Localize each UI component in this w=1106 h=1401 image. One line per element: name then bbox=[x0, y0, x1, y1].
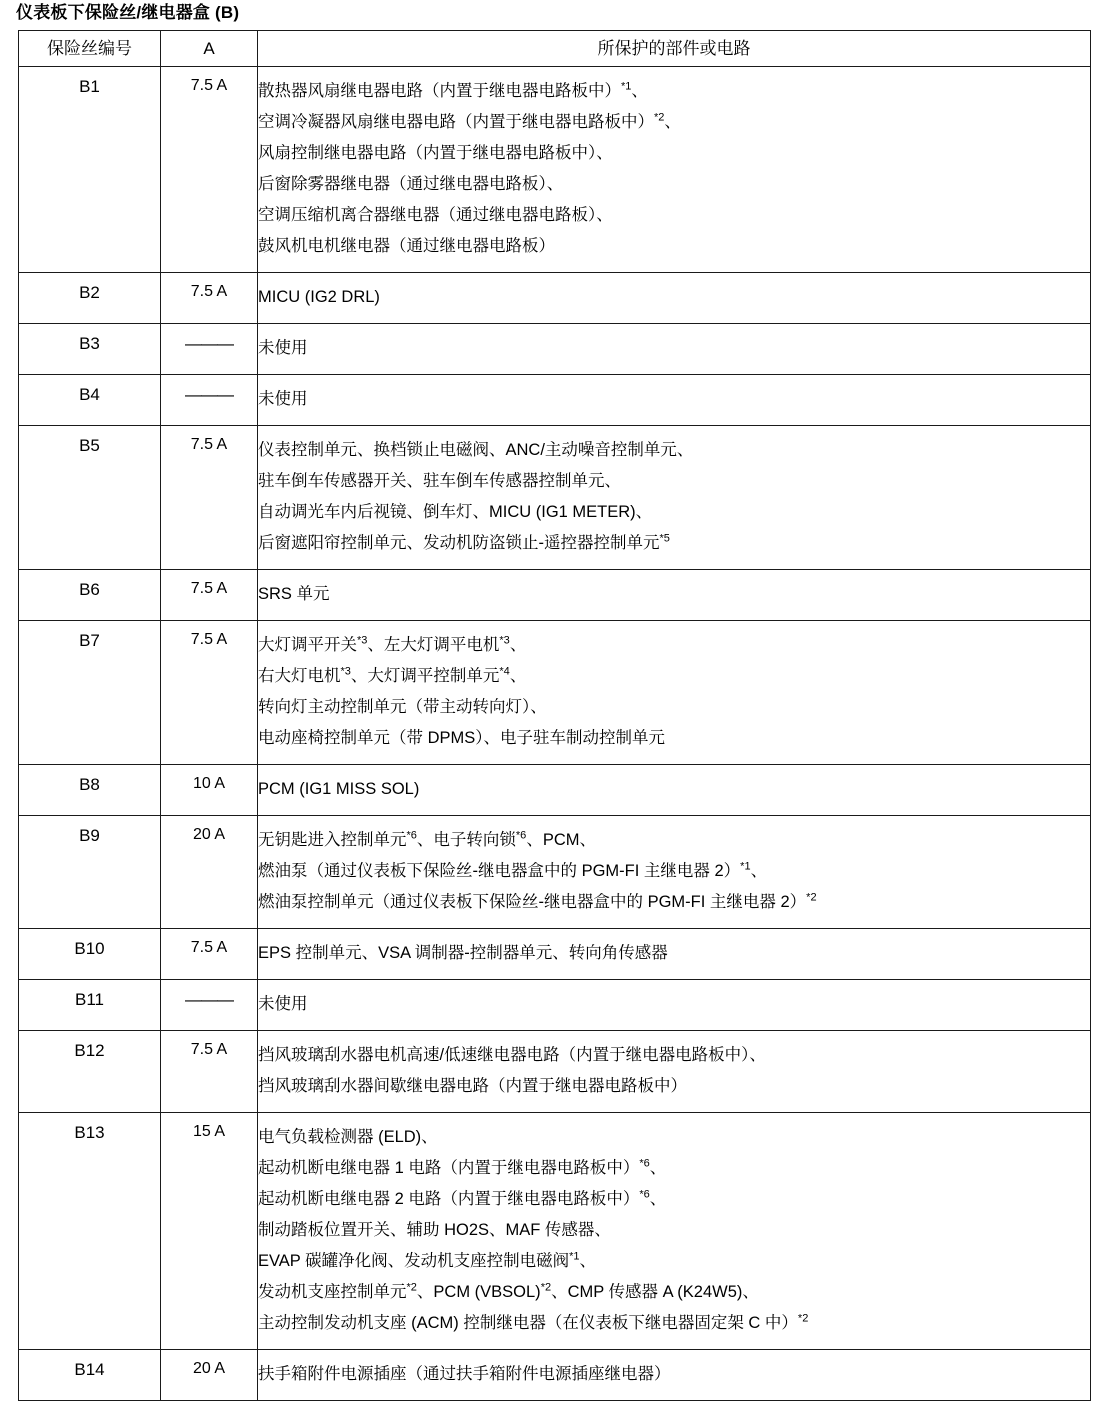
fuse-number-cell bbox=[19, 1350, 161, 1401]
table-row bbox=[19, 67, 1091, 273]
fuse-number-value: B5 bbox=[79, 436, 100, 455]
description-line: 风扇控制继电器电路（内置于继电器电路板中）、 bbox=[258, 144, 613, 162]
fuse-number-cell bbox=[19, 67, 161, 273]
protected-components-cell bbox=[258, 273, 1091, 324]
fuse-number-value: B8 bbox=[79, 775, 100, 794]
fuse-number-value: B1 bbox=[79, 77, 100, 96]
amperage-value: ——— bbox=[185, 385, 233, 404]
footnote-marker: *1 bbox=[740, 860, 751, 873]
table-row bbox=[19, 929, 1091, 980]
description-line: 起动机断电继电器 2 电路（内置于继电器电路板中）$^{*6}$、 bbox=[258, 1188, 667, 1208]
footnote-marker: *1 bbox=[621, 80, 632, 93]
amperage-cell bbox=[161, 816, 258, 929]
fuse-number-cell bbox=[19, 375, 161, 426]
description-line: 空调压缩机离合器继电器（通过继电器电路板）、 bbox=[258, 206, 613, 224]
fuse-number-value: B7 bbox=[79, 631, 100, 650]
amperage-value: 7.5 A bbox=[190, 631, 228, 648]
fuse-number-value: B12 bbox=[74, 1041, 105, 1060]
table-row bbox=[19, 375, 1091, 426]
description-line: 电气负载检测器 (ELD)、 bbox=[258, 1128, 438, 1146]
table-row bbox=[19, 621, 1091, 765]
description-line: 扶手箱附件电源插座（通过扶手箱附件电源插座继电器） bbox=[258, 1365, 671, 1383]
protected-components-cell bbox=[258, 816, 1091, 929]
fuse-number-cell bbox=[19, 980, 161, 1031]
description-line: 燃油泵（通过仪表板下保险丝-继电器盒中的 PGM-FI 主继电器 2）$^{*1}$、 bbox=[258, 860, 768, 880]
amperage-cell bbox=[161, 765, 258, 816]
amperage-cell bbox=[161, 375, 258, 426]
amperage-cell bbox=[161, 1350, 258, 1401]
fuse-number-cell bbox=[19, 765, 161, 816]
protected-components-cell bbox=[258, 426, 1091, 570]
footnote-marker: *3 bbox=[340, 665, 351, 678]
amperage-value: 10 A bbox=[192, 775, 226, 792]
description-line: 挡风玻璃刮水器间歇继电器电路（内置于继电器电路板中） bbox=[258, 1077, 687, 1095]
amperage-value: 15 A bbox=[192, 1123, 226, 1140]
protected-components-cell bbox=[258, 1113, 1091, 1350]
page-title: 仪表板下保险丝/继电器盒 (B) bbox=[16, 3, 240, 22]
footnote-marker: *2 bbox=[806, 891, 817, 904]
amperage-cell bbox=[161, 1113, 258, 1350]
description-line: MICU (IG2 DRL) bbox=[258, 288, 380, 306]
amperage-cell bbox=[161, 570, 258, 621]
description-line: 燃油泵控制单元（通过仪表板下保险丝-继电器盒中的 PGM-FI 主继电器 2）$^{*2}$ bbox=[258, 891, 817, 911]
amperage-value: 7.5 A bbox=[190, 580, 228, 597]
description-line: EVAP 碳罐净化阀、发动机支座控制电磁阀$^{*1}$、 bbox=[258, 1250, 596, 1270]
table-row bbox=[19, 324, 1091, 375]
amperage-cell bbox=[161, 980, 258, 1031]
protected-components-cell bbox=[258, 621, 1091, 765]
amperage-cell bbox=[161, 273, 258, 324]
table-row bbox=[19, 426, 1091, 570]
amperage-cell bbox=[161, 1031, 258, 1113]
fuse-number-value: B2 bbox=[79, 283, 100, 302]
table-row bbox=[19, 570, 1091, 621]
description-line: 制动踏板位置开关、辅助 HO2S、MAF 传感器、 bbox=[258, 1221, 611, 1239]
description-line: 挡风玻璃刮水器电机高速/低速继电器电路（内置于继电器电路板中）、 bbox=[258, 1046, 766, 1064]
description-line: 鼓风机电机继电器（通过继电器电路板） bbox=[258, 237, 555, 255]
footnote-marker: *2 bbox=[406, 1281, 417, 1294]
description-line: 转向灯主动控制单元（带主动转向灯）、 bbox=[258, 698, 547, 716]
description-line: 驻车倒车传感器开关、驻车倒车传感器控制单元、 bbox=[258, 472, 621, 490]
description-line: EPS 控制单元、VSA 调制器-控制器单元、转向角传感器 bbox=[258, 944, 668, 962]
footnote-marker: *2 bbox=[797, 1312, 809, 1325]
fuse-number-value: B10 bbox=[74, 939, 105, 958]
fuse-number-value: B11 bbox=[75, 990, 104, 1009]
amperage-cell bbox=[161, 324, 258, 375]
fuse-number-value: B3 bbox=[79, 334, 100, 353]
description-line: 后窗除雾器继电器（通过继电器电路板）、 bbox=[258, 175, 564, 193]
table-row bbox=[19, 1031, 1091, 1113]
table-row bbox=[19, 273, 1091, 324]
footnote-marker: *3 bbox=[499, 634, 510, 647]
description-line: 空调冷凝器风扇继电器电路（内置于继电器电路板中）$^{*2}$、 bbox=[258, 111, 681, 131]
column-header-amperage: A bbox=[161, 31, 258, 67]
fuse-number-cell bbox=[19, 929, 161, 980]
footnote-marker: *1 bbox=[569, 1250, 580, 1263]
fuse-relay-box-table bbox=[18, 30, 1091, 1401]
fuse-number-value: B14 bbox=[74, 1360, 105, 1379]
description-line: 右大灯电机$^{*3}$、大灯调平控制单元$^{*4}$、 bbox=[258, 665, 527, 685]
protected-components-cell bbox=[258, 765, 1091, 816]
description-line: 仪表控制单元、换档锁止电磁阀、ANC/主动噪音控制单元、 bbox=[258, 441, 694, 459]
amperage-value: 20 A bbox=[192, 1360, 226, 1377]
table-row bbox=[19, 765, 1091, 816]
fuse-number-cell bbox=[19, 324, 161, 375]
description-line: 未使用 bbox=[258, 390, 308, 408]
protected-components-cell bbox=[258, 980, 1091, 1031]
footnote-marker: *5 bbox=[659, 532, 670, 545]
fuse-number-cell bbox=[19, 621, 161, 765]
amperage-value: ——— bbox=[185, 990, 233, 1009]
column-header-description: 所保护的部件或电路 bbox=[258, 31, 1091, 67]
description-line: 自动调光车内后视镜、倒车灯、MICU (IG1 METER)、 bbox=[258, 503, 653, 521]
amperage-value: 7.5 A bbox=[190, 77, 228, 94]
table-body bbox=[19, 67, 1091, 1401]
fuse-number-value: B9 bbox=[79, 826, 100, 845]
description-line: PCM (IG1 MISS SOL) bbox=[258, 780, 420, 798]
amperage-value: 7.5 A bbox=[190, 283, 228, 300]
table-row bbox=[19, 980, 1091, 1031]
fuse-number-cell bbox=[19, 816, 161, 929]
fuse-number-cell bbox=[19, 1031, 161, 1113]
amperage-cell bbox=[161, 929, 258, 980]
protected-components-cell bbox=[258, 1031, 1091, 1113]
description-line: 大灯调平开关$^{*3}$、左大灯调平电机$^{*3}$、 bbox=[258, 634, 527, 654]
fuse-number-value: B6 bbox=[79, 580, 100, 599]
table-header-row bbox=[19, 31, 1091, 67]
footnote-marker: *2 bbox=[654, 111, 665, 124]
column-header-fuse-number: 保险丝编号 bbox=[19, 31, 161, 67]
amperage-cell bbox=[161, 426, 258, 570]
footnote-marker: *3 bbox=[357, 634, 368, 647]
protected-components-cell bbox=[258, 375, 1091, 426]
amperage-value: 7.5 A bbox=[190, 1041, 228, 1058]
description-line: 电动座椅控制单元（带 DPMS）、电子驻车制动控制单元 bbox=[258, 729, 666, 747]
fuse-number-cell bbox=[19, 426, 161, 570]
amperage-value: 20 A bbox=[192, 826, 226, 843]
description-line: 主动控制发动机支座 (ACM) 控制继电器（在仪表板下继电器固定架 C 中）$^{*2}$ bbox=[258, 1312, 809, 1332]
description-line: 起动机断电继电器 1 电路（内置于继电器电路板中）$^{*6}$、 bbox=[258, 1157, 667, 1177]
amperage-cell bbox=[161, 621, 258, 765]
protected-components-cell bbox=[258, 324, 1091, 375]
description-line: 后窗遮阳帘控制单元、发动机防盗锁止-遥控器控制单元$^{*5}$ bbox=[258, 532, 670, 552]
footnote-marker: *6 bbox=[515, 829, 527, 842]
amperage-cell bbox=[161, 67, 258, 273]
footnote-marker: *4 bbox=[499, 665, 510, 678]
fuse-number-cell bbox=[19, 570, 161, 621]
footnote-marker: *6 bbox=[406, 829, 417, 842]
description-line: 未使用 bbox=[258, 339, 308, 357]
description-line: SRS 单元 bbox=[258, 585, 330, 603]
protected-components-cell bbox=[258, 570, 1091, 621]
description-line: 无钥匙进入控制单元$^{*6}$、电子转向锁$^{*6}$、PCM、 bbox=[258, 829, 596, 849]
description-line: 未使用 bbox=[258, 995, 308, 1013]
footnote-marker: *6 bbox=[639, 1188, 650, 1201]
footnote-marker: *6 bbox=[639, 1157, 650, 1170]
description-line: 散热器风扇继电器电路（内置于继电器电路板中）$^{*1}$、 bbox=[258, 80, 648, 100]
amperage-value: ——— bbox=[185, 334, 233, 353]
table-row bbox=[19, 1350, 1091, 1401]
fuse-number-cell bbox=[19, 1113, 161, 1350]
protected-components-cell bbox=[258, 1350, 1091, 1401]
table-row bbox=[19, 1113, 1091, 1350]
fuse-number-cell bbox=[19, 273, 161, 324]
fuse-number-value: B13 bbox=[74, 1123, 105, 1142]
footnote-marker: *2 bbox=[540, 1281, 552, 1294]
table-row bbox=[19, 816, 1091, 929]
protected-components-cell bbox=[258, 929, 1091, 980]
description-line: 发动机支座控制单元$^{*2}$、PCM (VBSOL)$^{*2}$、CMP 传感器 A (K24W5)、 bbox=[258, 1281, 759, 1301]
fuse-number-value: B4 bbox=[79, 385, 100, 404]
amperage-value: 7.5 A bbox=[190, 939, 228, 956]
amperage-value: 7.5 A bbox=[190, 436, 228, 453]
protected-components-cell bbox=[258, 67, 1091, 273]
